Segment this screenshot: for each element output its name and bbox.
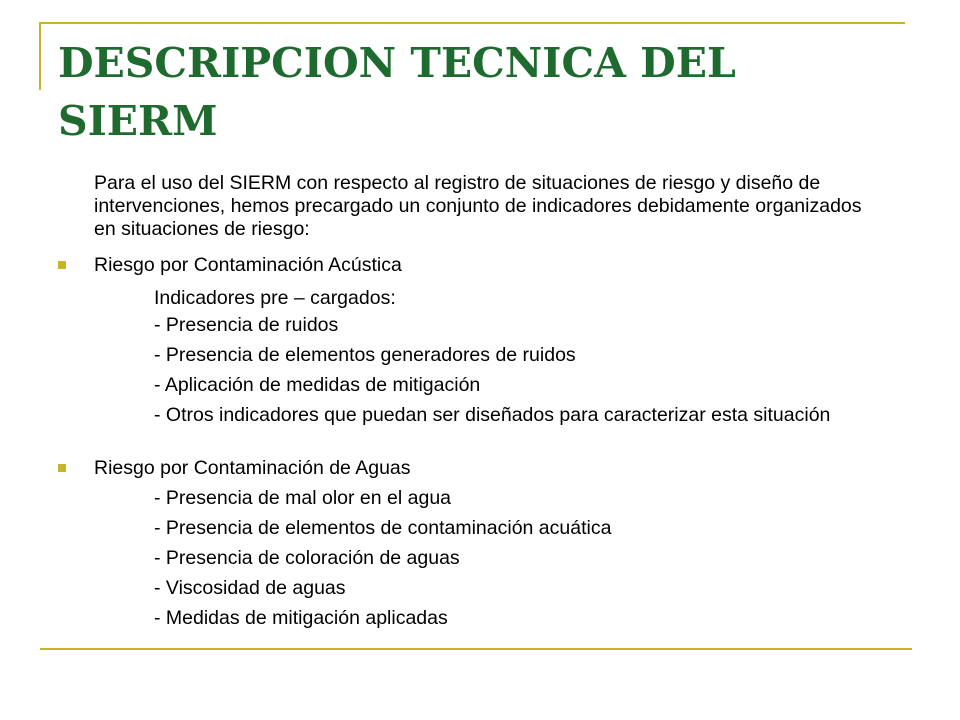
left-rule: [39, 22, 41, 90]
indicator-line: - Aplicación de medidas de mitigación: [154, 374, 481, 396]
bullet-heading: Riesgo por Contaminación de Aguas: [94, 457, 411, 479]
bottom-rule: [40, 648, 912, 650]
indicator-line: - Viscosidad de aguas: [154, 577, 346, 599]
indicator-line: - Otros indicadores que puedan ser diseñados para caracterizar esta situación: [154, 404, 831, 426]
indicator-line: - Presencia de coloración de aguas: [154, 547, 460, 569]
square-bullet-icon: [58, 261, 66, 269]
indicator-line: - Medidas de mitigación aplicadas: [154, 607, 448, 629]
square-bullet-icon: [58, 464, 66, 472]
top-rule: [40, 22, 905, 24]
intro-paragraph: Para el uso del SIERM con respecto al registro de situaciones de riesgo y diseño de intervenciones, hemos precargado un conjunto de indicadores debidamente organizados en situaciones de riesgo:: [94, 172, 862, 240]
indicator-line: - Presencia de mal olor en el agua: [154, 487, 452, 509]
indicator-line: - Presencia de elementos generadores de ruidos: [154, 344, 576, 366]
indicator-line: - Presencia de ruidos: [154, 314, 339, 336]
slide-title: DESCRIPCION TECNICA DEL SIERM: [58, 39, 736, 145]
indicator-line: - Presencia de elementos de contaminación acuática: [154, 517, 612, 539]
indicator-line: Indicadores pre – cargados:: [154, 287, 396, 309]
bullet-heading: Riesgo por Contaminación Acústica: [94, 254, 402, 276]
